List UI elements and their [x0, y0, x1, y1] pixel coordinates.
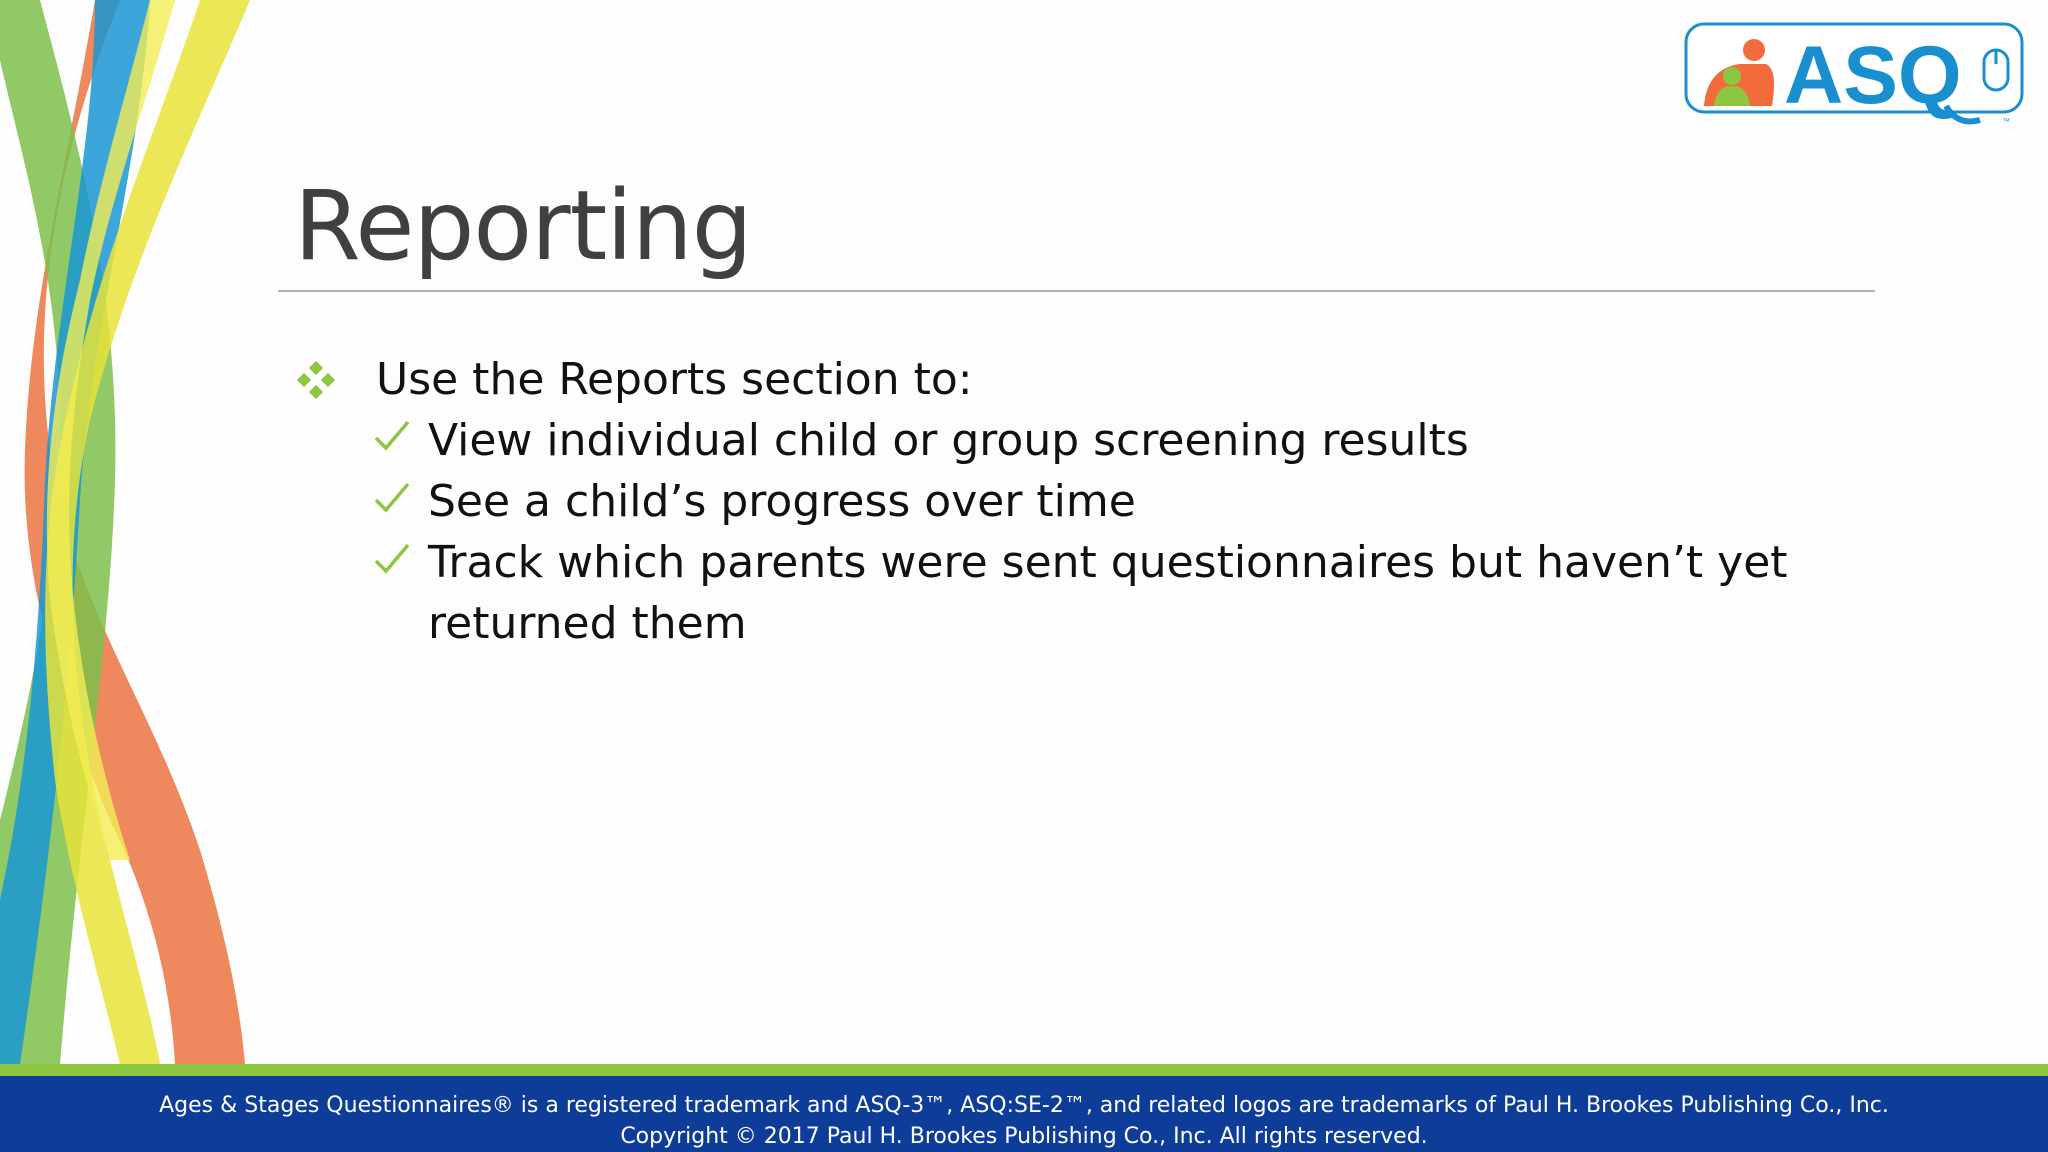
diamond-bullet-icon [296, 360, 336, 400]
title-divider [278, 290, 1875, 292]
checkmark-icon [374, 420, 410, 452]
sub-item-3-continued: returned them [428, 598, 747, 649]
svg-text:ASQ: ASQ [1784, 30, 1962, 121]
svg-text:™: ™ [2002, 117, 2010, 126]
asq-logo [1684, 20, 2026, 132]
footer-trademark-line: Ages & Stages Questionnaires® is a registered trademark and ASQ-3™, ASQ:SE-2™, and related logos are trademarks of Paul H. Brookes Publishing Co., Inc. [159, 1093, 1889, 1118]
sub-item-3: Track which parents were sent questionnaires but haven’t yet [428, 537, 1788, 588]
checkmark-icon [374, 482, 410, 514]
checkmark-icon [374, 543, 410, 575]
ribbon-decoration [0, 0, 260, 1064]
sub-item-2: See a child’s progress over time [428, 476, 1136, 527]
bullet-main: Use the Reports section to: [376, 354, 973, 405]
slide-title: Reporting [294, 170, 752, 282]
sub-item-1: View individual child or group screening results [428, 415, 1469, 466]
footer-copyright-line: Copyright © 2017 Paul H. Brookes Publishing Co., Inc. All rights reserved. [620, 1124, 1428, 1149]
footer [0, 1076, 2048, 1152]
footer-accent-bar [0, 1064, 2048, 1076]
